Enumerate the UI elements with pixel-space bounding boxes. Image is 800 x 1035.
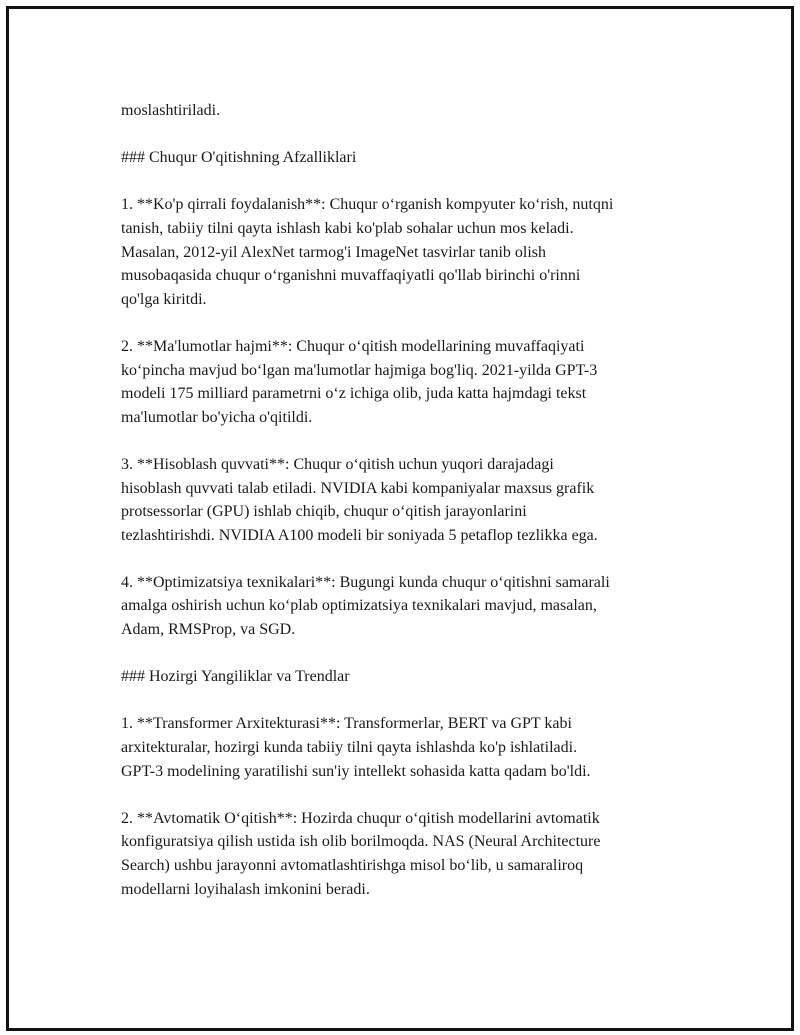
heading-text: ### Chuqur O'qitishning Afzalliklari: [121, 149, 357, 167]
text-line: 1. **Ko'p qirrali foydalanish**: Chuqur o‘rganish kompyuter ko‘rish, nutqni: [121, 196, 614, 214]
text-line: arxitekturalar, hozirgi kunda tabiiy tilni qayta ishlashda ko'p ishlatiladi.: [121, 739, 578, 757]
text-line: protsessorlar (GPU) ishlab chiqib, chuqur o‘qitish jarayonlarini: [121, 503, 527, 521]
text-line: GPT-3 modelining yaratilishi sun'iy intellekt sohasida katta qadam bo'ldi.: [121, 762, 591, 780]
list-item-compute-power: [121, 453, 701, 547]
text-line: modeli 175 milliard parametrni o‘z ichiga olib, juda katta hajmdagi tekst: [121, 385, 587, 403]
text-line: qo'lga kiritdi.: [121, 290, 207, 308]
document-body: [121, 99, 701, 925]
text-line: 2. **Avtomatik O‘qitish**: Hozirda chuqur o‘qitish modellarini avtomatik: [121, 809, 600, 827]
text-line: 4. **Optimizatsiya texnikalari**: Bugungi kunda chuqur o‘qitishni samarali: [121, 573, 610, 591]
text-line: moslashtiriladi.: [121, 102, 221, 119]
paragraph-continuation: [121, 99, 701, 123]
page-frame: [6, 6, 794, 1031]
text-line: Masalan, 2012-yil AlexNet tarmog'i ImageNet tasvirlar tanib olish: [121, 243, 546, 261]
list-item-data-volume: [121, 335, 701, 429]
list-item-transformer: [121, 712, 701, 783]
text-line: hisoblash quvvati talab etiladi. NVIDIA kabi kompaniyalar maxsus grafik: [121, 479, 595, 497]
text-line: tezlashtirishdi. NVIDIA A100 modeli bir soniyada 5 petaflop tezlikka ega.: [121, 526, 598, 544]
text-line: 3. **Hisoblash quvvati**: Chuqur o‘qitish uchun yuqori darajadagi: [121, 455, 554, 473]
text-line: konfiguratsiya qilish ustida ish olib borilmoqda. NAS (Neural Architecture: [121, 833, 601, 851]
list-item-automl: [121, 807, 701, 901]
text-line: 1. **Transformer Arxitekturasi**: Transformerlar, BERT va GPT kabi: [121, 715, 572, 733]
text-line: amalga oshirish uchun ko‘plab optimizatsiya texnikalari mavjud, masalan,: [121, 597, 597, 615]
text-line: Search) ushbu jarayonni avtomatlashtirishga misol bo‘lib, u samaraliroq: [121, 857, 584, 874]
text-line: 2. **Ma'lumotlar hajmi**: Chuqur o‘qitish modellarining muvaffaqiyati: [121, 337, 585, 355]
text-line: ma'lumotlar bo'yicha o'qitildi.: [121, 408, 313, 426]
text-line: tanish, tabiiy tilni qayta ishlash kabi ko'plab sohalar uchun mos keladi.: [121, 219, 574, 237]
text-line: ko‘pincha mavjud bo‘lgan ma'lumotlar hajmiga bog'liq. 2021-yilda GPT-3: [121, 361, 598, 379]
text-line: modellarni loyihalash imkonini beradi.: [121, 880, 370, 898]
section-heading-advantages: [121, 146, 701, 170]
text-line: Adam, RMSProp, va SGD.: [121, 621, 296, 639]
list-item-versatility: [121, 193, 701, 311]
list-item-optimization: [121, 571, 701, 642]
text-line: musobaqasida chuqur o‘rganishni muvaffaqiyatli qo'llab birinchi o'rinni: [121, 267, 581, 285]
section-heading-trends: [121, 665, 701, 689]
heading-text: ### Hozirgi Yangiliklar va Trendlar: [121, 668, 350, 686]
